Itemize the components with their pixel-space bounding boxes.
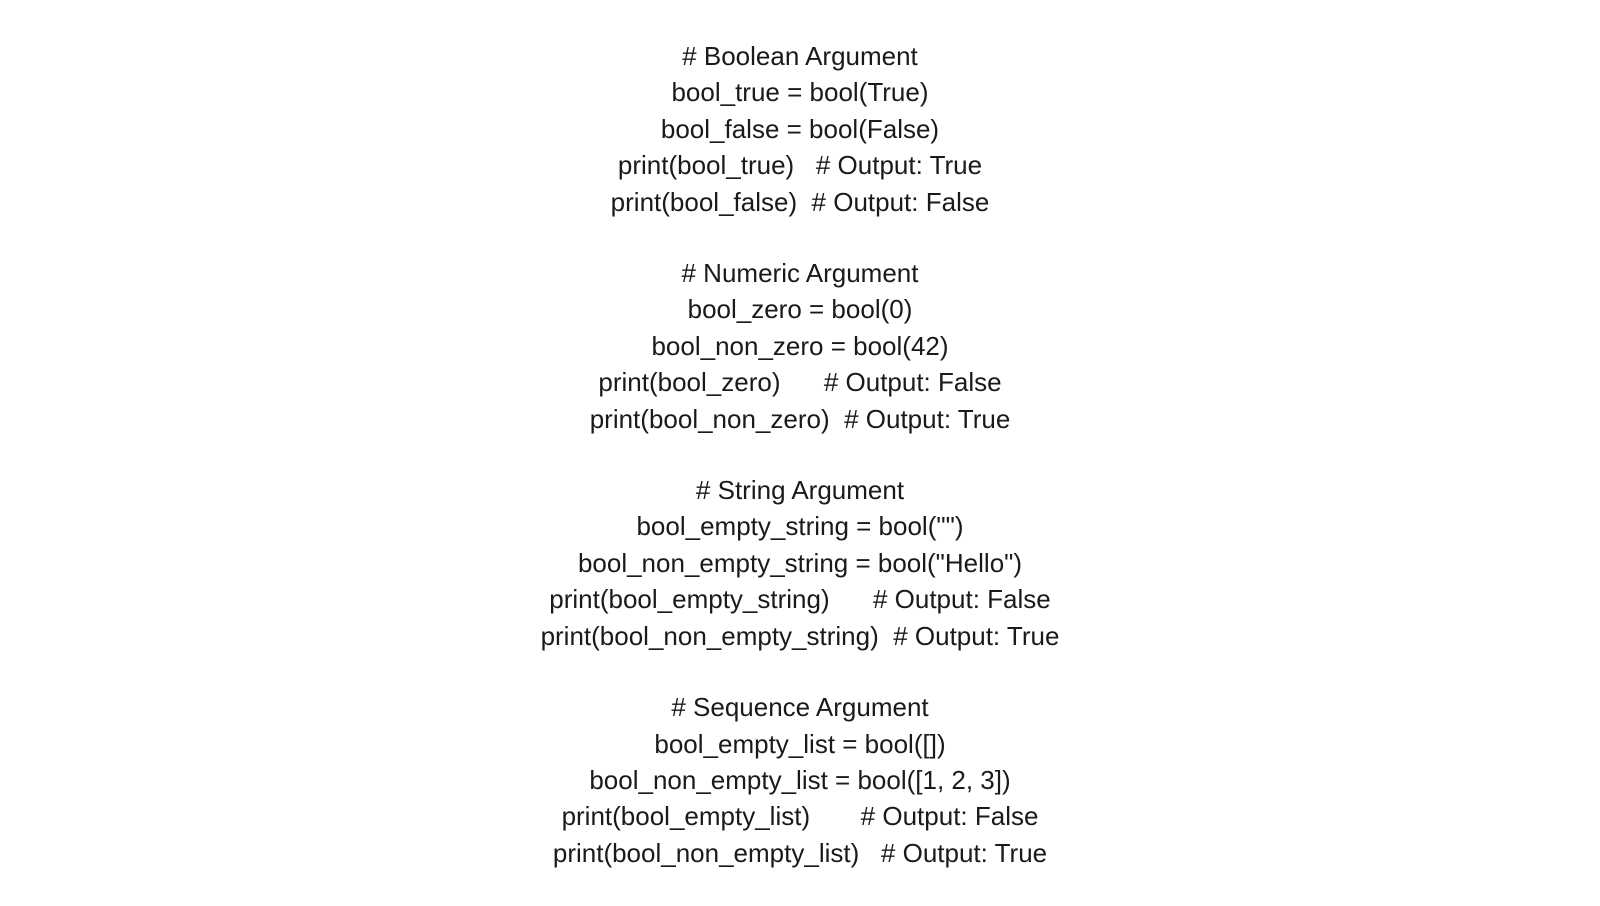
code-line: bool_non_empty_string = bool("Hello") [577, 547, 1023, 578]
section-comment: # Boolean Argument [682, 41, 918, 71]
code-line: print(bool_empty_string) # Output: False [549, 584, 1051, 615]
section-comment: # Sequence Argument [671, 692, 929, 723]
numeric-argument-section [590, 255, 1011, 437]
code-line: print(bool_non_empty_list) # Output: True [552, 837, 1048, 868]
code-line: bool_non_empty_list = bool([1, 2, 3]) [589, 764, 1011, 795]
code-line: print(bool_zero) # Output: False [598, 367, 1002, 398]
code-line: print(bool_true) # Output: True [617, 150, 983, 181]
section-comment: # Numeric Argument [681, 258, 919, 289]
code-line: print(bool_false) # Output: False [610, 186, 990, 217]
code-line: bool_true = bool(True) [671, 77, 929, 108]
code-line: print(bool_non_zero) # Output: True [589, 403, 1011, 434]
string-argument-section [541, 472, 1060, 654]
code-line: bool_empty_string = bool("") [636, 511, 964, 542]
code-line: print(bool_empty_list) # Output: False [561, 801, 1039, 832]
code-line: bool_zero = bool(0) [687, 294, 913, 325]
code-line: bool_non_zero = bool(42) [651, 330, 949, 361]
sequence-argument-section [553, 689, 1047, 871]
boolean-argument-section [611, 38, 990, 220]
section-comment: # String Argument [695, 475, 905, 506]
code-line: print(bool_non_empty_string) # Output: True [540, 620, 1060, 651]
code-document [0, 38, 1600, 906]
code-line: bool_empty_list = bool([]) [654, 728, 946, 759]
code-line: bool_false = bool(False) [660, 113, 940, 144]
